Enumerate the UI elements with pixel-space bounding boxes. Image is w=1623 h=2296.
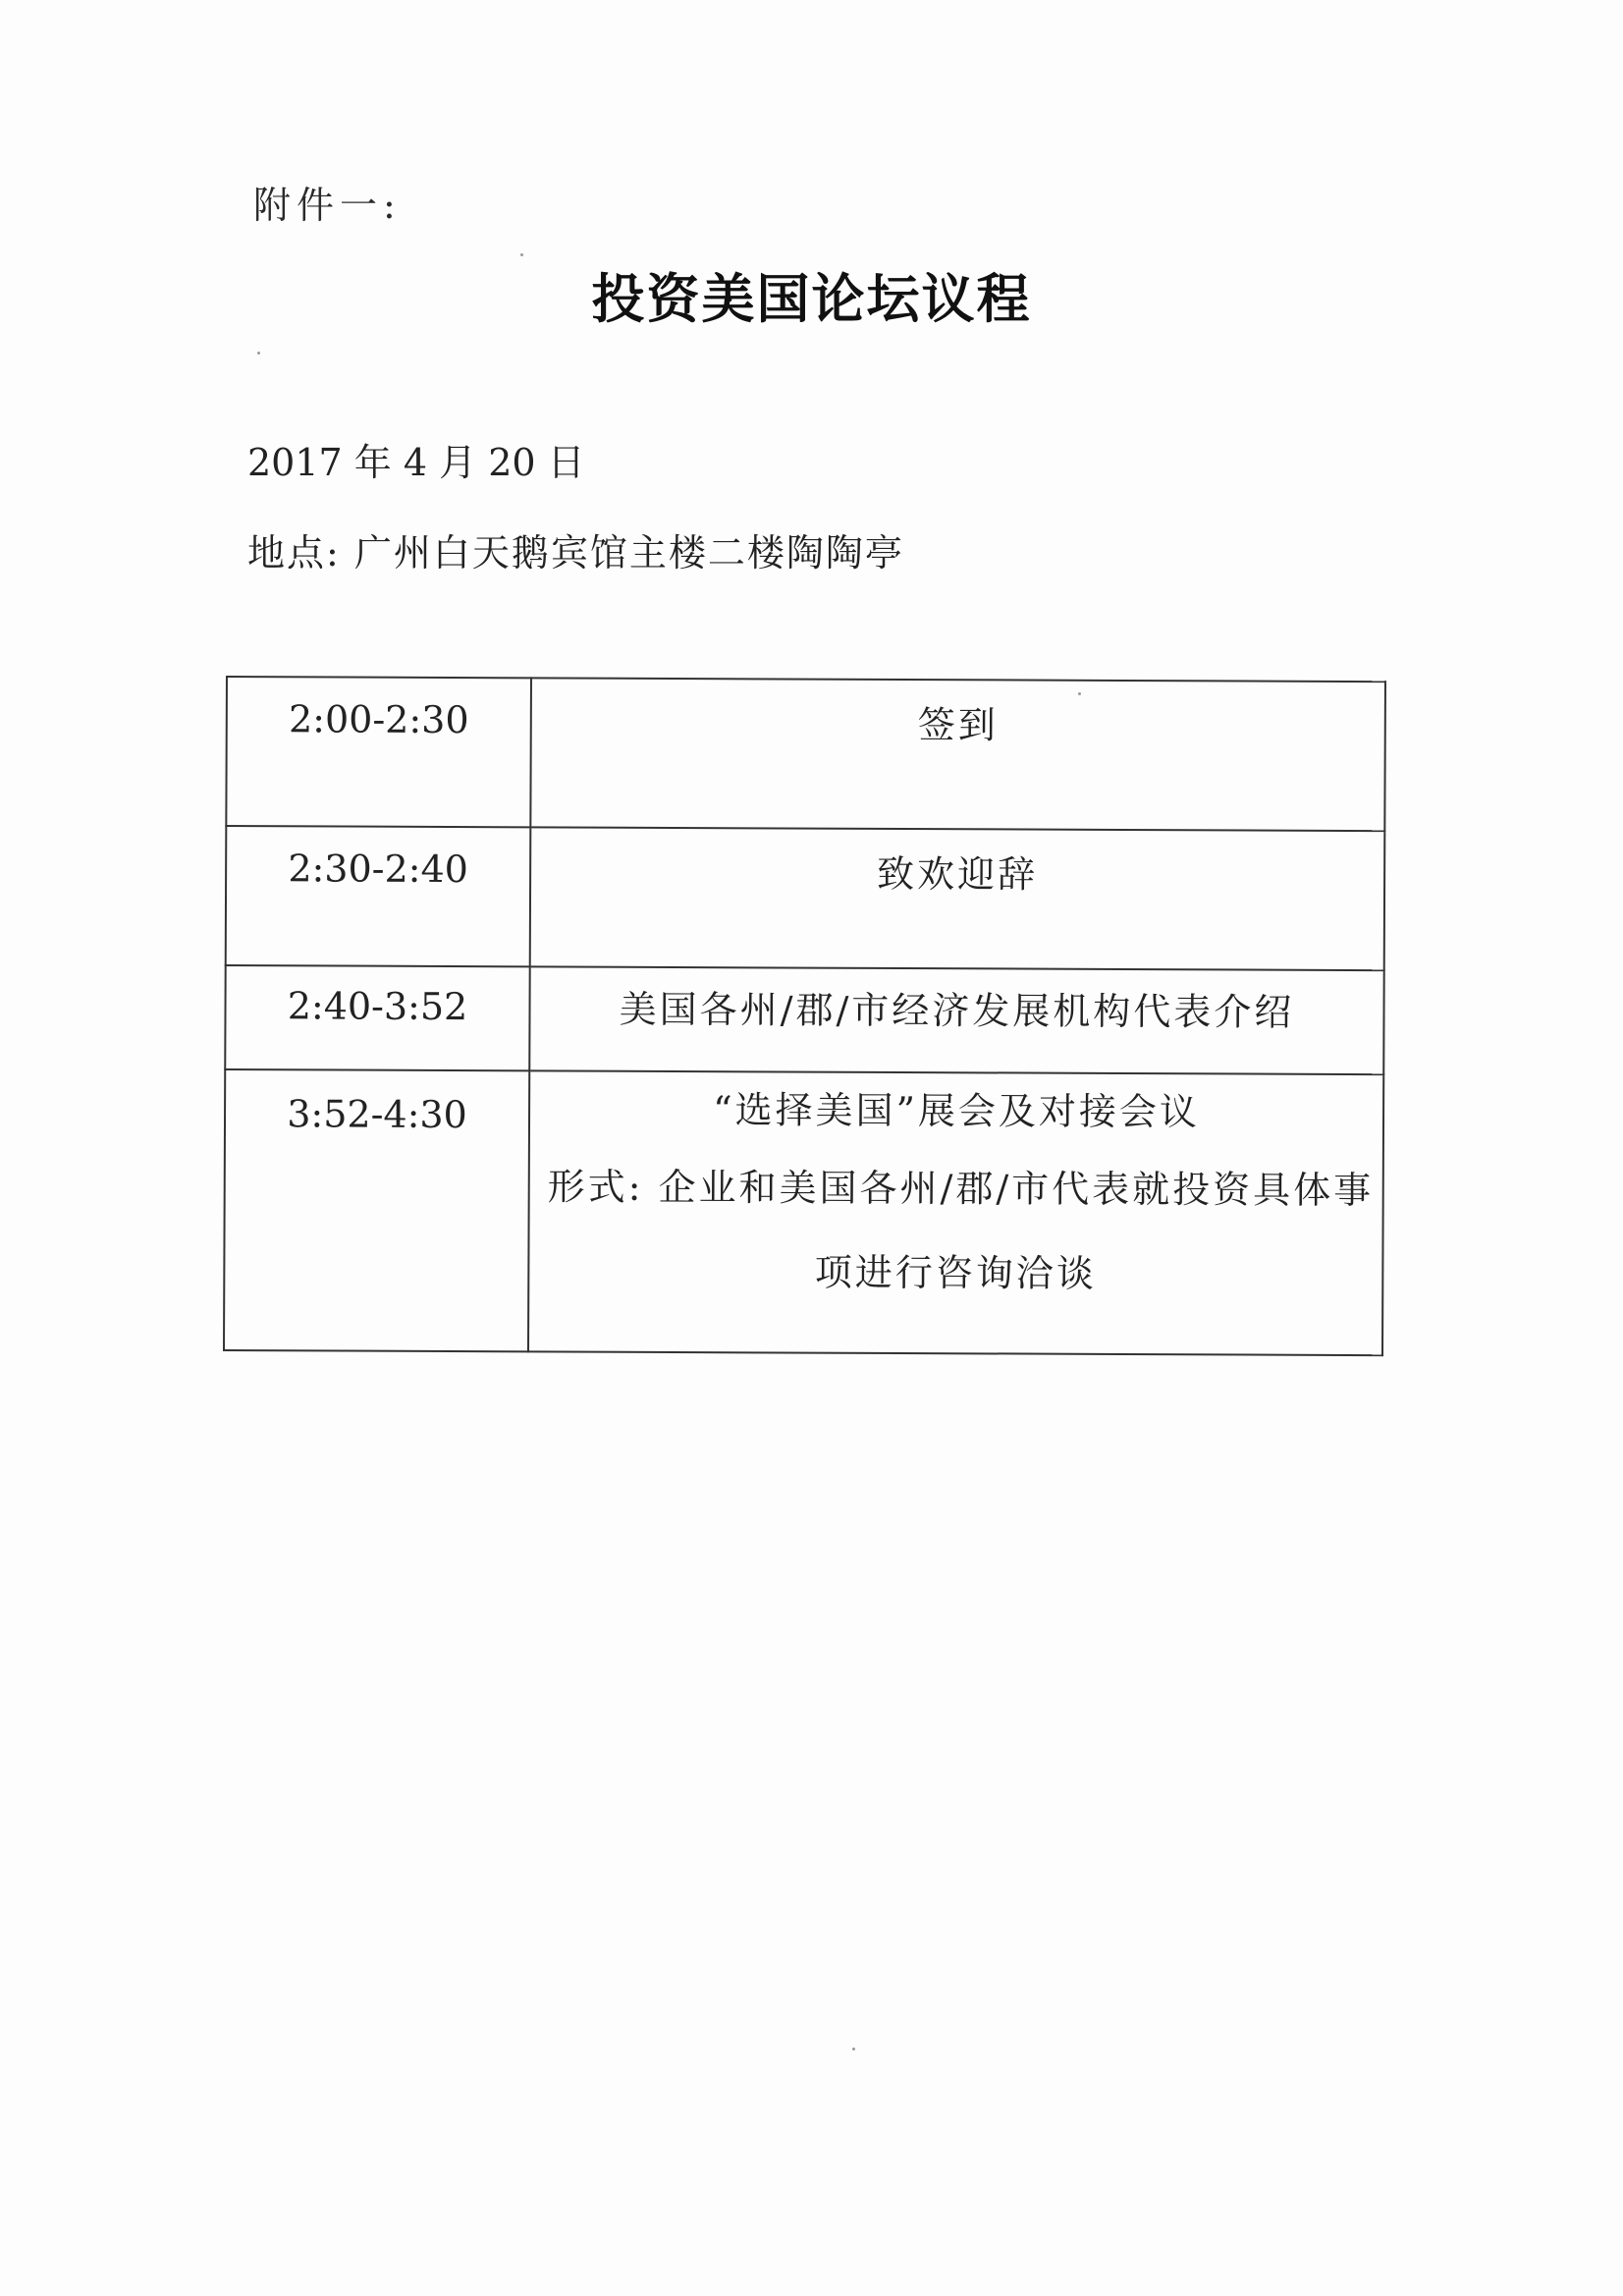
agenda-row (226, 677, 1385, 831)
agenda-time: 2:00-2:30 (226, 677, 531, 827)
scan-speck (520, 253, 523, 256)
agenda-time: 2:30-2:40 (226, 826, 531, 966)
agenda-time: 3:52-4:30 (224, 1069, 529, 1351)
event-date: 2017 年 4 月 20 日 (247, 441, 585, 484)
agenda-item (529, 966, 1383, 1074)
document-title: 投资美国论坛议程 (591, 267, 1032, 330)
agenda-item-line: 形式: 企业和美国各州/郡/市代表就投资具体事 (547, 1165, 1375, 1213)
event-location: 地点: 广州白天鹅宾馆主楼二楼陶陶亭 (247, 531, 904, 574)
agenda-item (530, 827, 1385, 970)
agenda-item-line: 项进行咨询洽谈 (814, 1250, 1097, 1295)
scan-speck (852, 2048, 855, 2050)
scan-speck (1078, 692, 1081, 695)
agenda-item-line: 签到 (917, 703, 999, 747)
agenda-item-line: 美国各州/郡/市经济发展机构代表介绍 (619, 987, 1295, 1034)
agenda-time: 2:40-3:52 (225, 965, 529, 1070)
scan-speck (257, 352, 260, 355)
agenda-item-line: 致欢迎辞 (877, 851, 1039, 897)
agenda-item-line: “选择美国”展会及对接会议 (713, 1088, 1201, 1134)
agenda-table (223, 676, 1386, 1356)
agenda-row (226, 826, 1385, 970)
agenda-row (224, 1069, 1383, 1355)
attachment-label: 附件一: (253, 184, 402, 227)
agenda-row (225, 965, 1383, 1074)
agenda-item (530, 678, 1385, 831)
agenda-item (528, 1070, 1383, 1355)
